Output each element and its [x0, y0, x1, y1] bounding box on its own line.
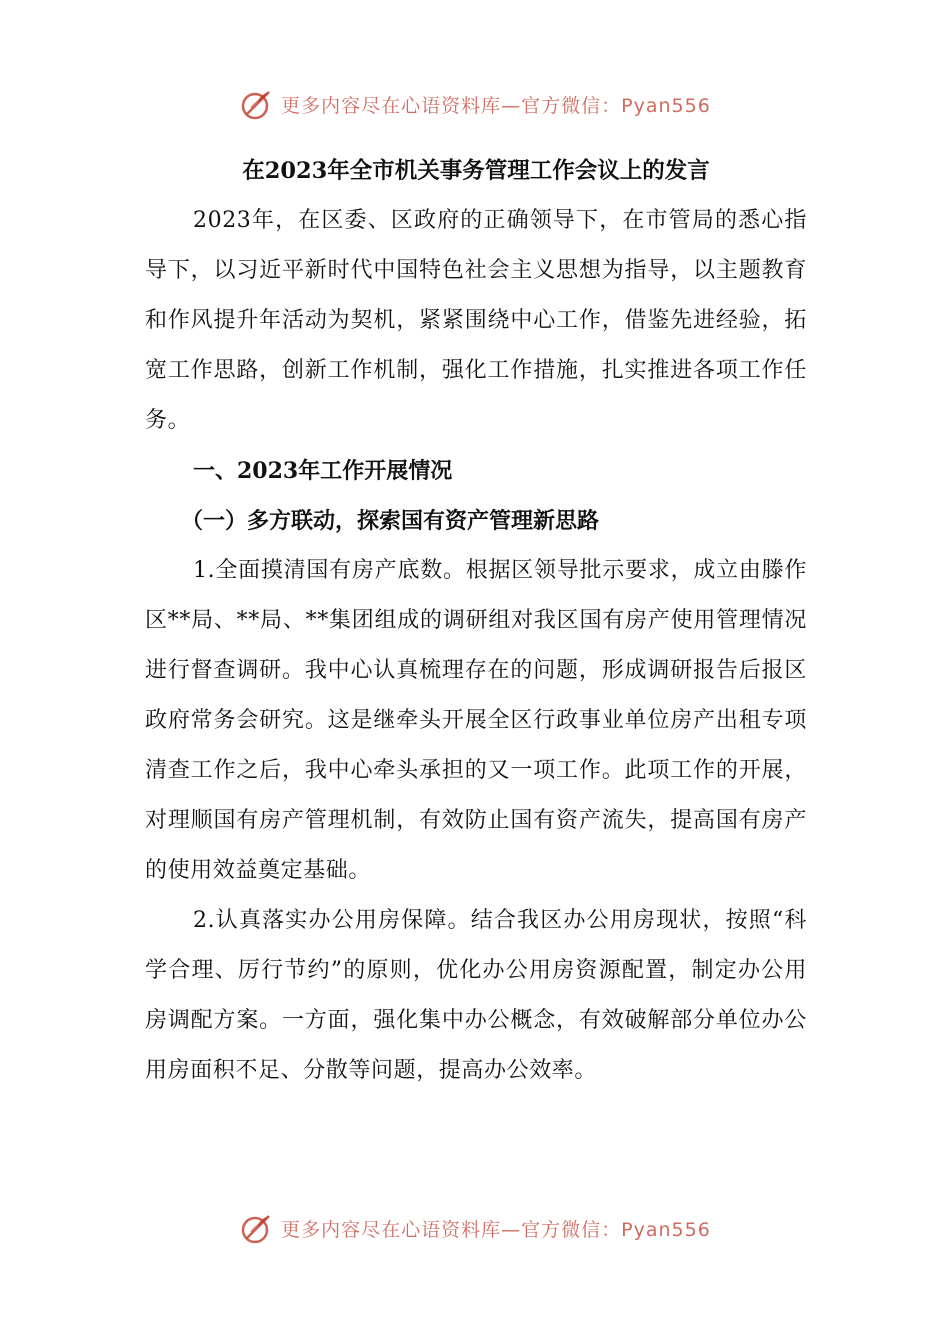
item-2-paragraph: 2.认真落实办公用房保障。结合我区办公用房现状，按照“科学合理、厉行节约”的原则，优化办公用房资源配置，制定办公用房调配方案。一方面，强化集中办公概念，有效破解部分单位办公用房面积不足、分散等问题，提高办公效率。 — [145, 908, 807, 1083]
watermark-banner-bottom — [0, 1208, 950, 1248]
document-body — [145, 146, 807, 1096]
intro-paragraph: 2023年，在区委、区政府的正确领导下，在市管局的悉心指导下，以习近平新时代中国特色社会主义思想为指导，以主题教育和作风提升年活动为契机，紧紧围绕中心工作，借鉴先进经验，拓宽工作思路，创新工作机制，强化工作措施，扎实推进各项工作任务。 — [145, 208, 807, 433]
document-title: 在2023年全市机关事务管理工作会议上的发言 — [242, 158, 710, 184]
subsection-heading: （一）多方联动，探索国有资产管理新思路 — [181, 508, 600, 534]
feather-pen-icon — [239, 86, 275, 122]
item-1-paragraph: 1.全面摸清国有房产底数。根据区领导批示要求，成立由滕作区**局、**局、**集团组成的调研组对我区国有房产使用管理情况进行督查调研。我中心认真梳理存在的问题，形成调研报告后报区政府常务会研究。这是继牵头开展全区行政事业单位房产出租专项清查工作之后，我中心牵头承担的又一项工作。此项工作的开展，对理顺国有房产管理机制，有效防止国有资产流失，提高国有房产的使用效益奠定基础。 — [145, 558, 807, 883]
section-heading: 一、2023年工作开展情况 — [193, 458, 453, 484]
watermark-text: 更多内容尽在心语资料库—官方微信：Pyan556 — [281, 94, 711, 117]
watermark-text: 更多内容尽在心语资料库—官方微信：Pyan556 — [281, 1218, 711, 1241]
feather-pen-icon — [239, 1210, 275, 1246]
watermark-banner-top — [0, 84, 950, 124]
